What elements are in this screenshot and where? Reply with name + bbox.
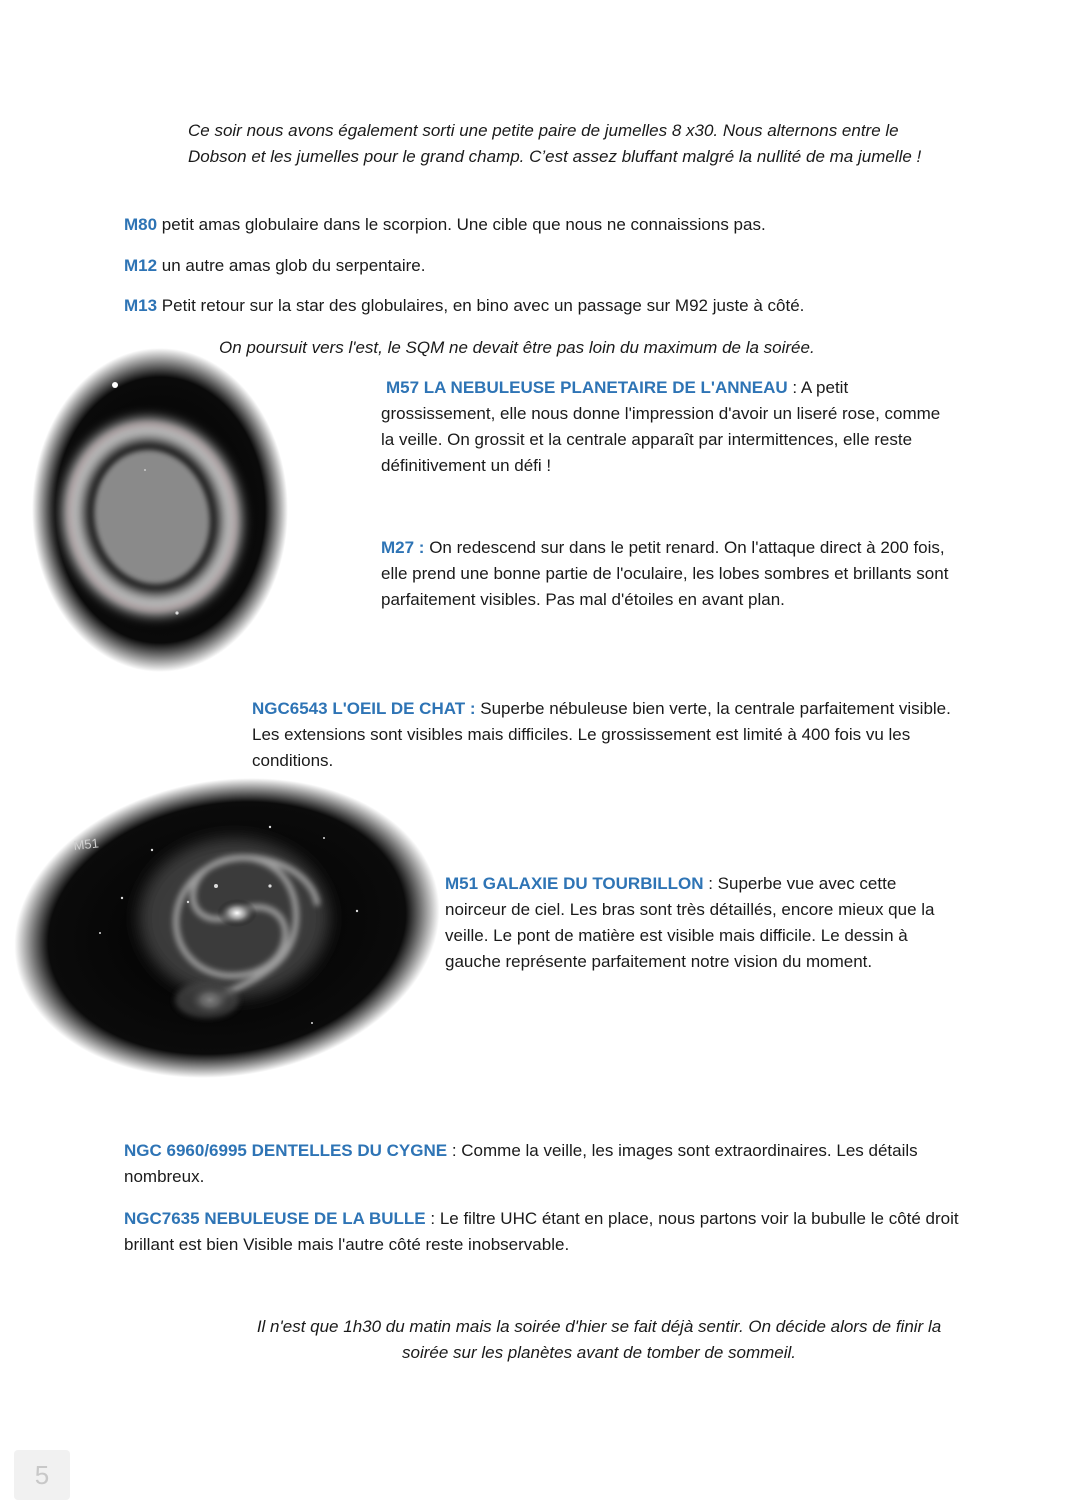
m51-star: [311, 1022, 313, 1024]
m51-sketch-label: M51: [72, 835, 100, 853]
closing-note: Il n'est que 1h30 du matin mais la soirée d'hier se fait déjà sentir. On décide alors de finir la soirée sur les planètes avant de tomber de sommeil.: [256, 1317, 942, 1362]
m57-star: [175, 611, 178, 614]
entry-m12-label: M12: [124, 256, 158, 275]
entry-m51-text: : Superbe vue avec cette noirceur de ciel. Les bras sont très détaillés, encore mieux que la veille. Le pont de matière est visible mais difficile. Le dessin à gauche représente parfaitement notre vision du moment.: [445, 874, 935, 971]
m57-star: [112, 382, 118, 388]
entry-m80: [124, 212, 964, 238]
entry-m27: [381, 535, 956, 613]
entry-ngc7635: [124, 1206, 969, 1258]
entry-m27-text: On redescend sur dans le petit renard. On l'attaque direct à 200 fois, elle prend une bonne partie de l'oculaire, les lobes sombres et brillants sont parfaitement visibles. Pas mal d'étoiles en avant plan.: [381, 538, 949, 609]
entry-ngc7635-label: NGC7635 NEBULEUSE DE LA BULLE: [124, 1209, 426, 1228]
entry-m57-label: M57 LA NEBULEUSE PLANETAIRE DE L'ANNEAU: [386, 378, 788, 397]
entry-m51: [445, 871, 950, 975]
m51-core: [217, 899, 257, 927]
entry-ngc6543: [252, 696, 952, 774]
m51-star: [121, 897, 123, 899]
entry-ngc7635-text: : Le filtre UHC étant en place, nous partons voir la bubulle le côté droit brillant est bien Visible mais l'autre côté reste inobservable.: [124, 1209, 959, 1254]
entry-m80-label: M80: [124, 215, 158, 234]
entry-m57-text: : A petit grossissement, elle nous donne l'impression d'avoir un liseré rose, comme la veille. On grossit et la centrale apparaît par intermittences, elle reste définitivement un défi !: [381, 378, 941, 475]
entry-ngc6960: [124, 1138, 969, 1190]
m51-sketch: [12, 778, 442, 1078]
entry-ngc6543-label: NGC6543 L'OEIL DE CHAT :: [252, 699, 476, 718]
m51-star: [99, 932, 101, 934]
m51-star: [151, 849, 153, 851]
entry-m57: [381, 375, 956, 479]
m51-star: [356, 910, 358, 912]
entry-m12: [124, 253, 964, 279]
ngc5195-glow: [175, 982, 239, 1018]
m51-star: [268, 884, 271, 887]
m51-star: [214, 884, 218, 888]
m57-sketch: [30, 345, 290, 675]
entry-m13-label: M13: [124, 296, 158, 315]
entry-ngc6960-text: : Comme la veille, les images sont extraordinaires. Les détails nombreux.: [124, 1141, 918, 1186]
entry-m51-label: M51 GALAXIE DU TOURBILLON: [445, 874, 704, 893]
m51-star: [269, 826, 271, 828]
transition-note: On poursuit vers l'est, le SQM ne devait être pas loin du maximum de la soirée.: [219, 338, 815, 357]
entry-m27-label: M27 :: [381, 538, 425, 557]
entry-ngc6543-text: Superbe nébuleuse bien verte, la centrale parfaitement visible. Les extensions sont visibles mais difficiles. Le grossissement est limité à 400 fois vu les conditions.: [252, 699, 951, 770]
m57-star: [144, 469, 146, 471]
entry-m12-text: un autre amas glob du serpentaire.: [157, 256, 426, 275]
m51-star: [187, 901, 189, 903]
entry-m80-text: petit amas globulaire dans le scorpion. Une cible que nous ne connaissions pas.: [157, 215, 766, 234]
page-number: 5: [14, 1450, 70, 1500]
m51-star: [323, 837, 325, 839]
entry-m13: [124, 293, 964, 319]
entry-ngc6960-label: NGC 6960/6995 DENTELLES DU CYGNE: [124, 1141, 448, 1160]
entry-m13-text: Petit retour sur la star des globulaires, en bino avec un passage sur M92 juste à côté.: [157, 296, 805, 315]
intro-paragraph: Ce soir nous avons également sorti une petite paire de jumelles 8 x30. Nous alternons entre le Dobson et les jumelles pour le grand champ. C’est assez bluffant malgré la nullité de ma jumelle !: [188, 121, 922, 166]
